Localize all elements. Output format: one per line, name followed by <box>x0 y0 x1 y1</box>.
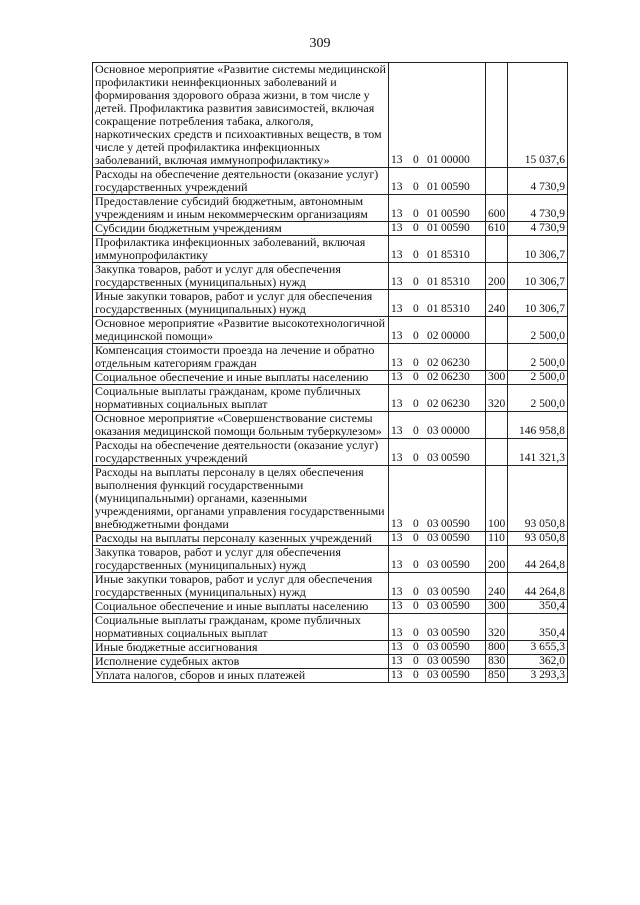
code-part: 85310 <box>441 276 470 288</box>
code-part: 03 <box>427 655 439 667</box>
code-part: 0 <box>413 452 419 464</box>
code-part: 13 <box>391 425 403 437</box>
target-article-code <box>389 222 486 236</box>
expense-type-code <box>486 63 508 168</box>
amount: 44 264,8 <box>508 573 568 600</box>
expense-name: Иные закупки товаров, работ и услуг для обеспечения государственных (муниципальных) нужд <box>93 573 389 600</box>
code-part: 13 <box>391 532 403 544</box>
code-part: 13 <box>391 330 403 342</box>
target-article-code <box>389 532 486 546</box>
code-part: 00590 <box>441 559 470 571</box>
expense-name: Социальные выплаты гражданам, кроме публичных нормативных социальных выплат <box>93 385 389 412</box>
code-part: 0 <box>413 181 419 193</box>
code-part: 02 <box>427 371 439 383</box>
table-row <box>93 439 568 466</box>
expense-type-code: 320 <box>486 614 508 641</box>
code-part: 00590 <box>441 586 470 598</box>
target-article-code <box>389 412 486 439</box>
code-part: 0 <box>413 600 419 612</box>
table-row <box>93 600 568 614</box>
table-row <box>93 222 568 236</box>
amount: 141 321,3 <box>508 439 568 466</box>
target-article-code <box>389 641 486 655</box>
page-number: 309 <box>309 36 331 51</box>
expense-name: Компенсация стоимости проезда на лечение и обратно отдельным категориям граждан <box>93 344 389 371</box>
code-part: 00000 <box>441 154 470 166</box>
target-article-code <box>389 290 486 317</box>
code-part: 02 <box>427 357 439 369</box>
code-part: 03 <box>427 425 439 437</box>
table-row <box>93 466 568 532</box>
code-part: 13 <box>391 371 403 383</box>
table-row <box>93 371 568 385</box>
code-part: 13 <box>391 452 403 464</box>
code-part: 06230 <box>441 371 470 383</box>
expense-name: Предоставление субсидий бюджетным, автономным учреждениям и иным некоммерческим организациям <box>93 195 389 222</box>
code-part: 0 <box>413 222 419 234</box>
table-row <box>93 532 568 546</box>
code-part: 01 <box>427 276 439 288</box>
table-row <box>93 655 568 669</box>
amount: 15 037,6 <box>508 63 568 168</box>
expense-name: Иные закупки товаров, работ и услуг для обеспечения государственных (муниципальных) нужд <box>93 290 389 317</box>
code-part: 85310 <box>441 303 470 315</box>
table-row <box>93 263 568 290</box>
code-part: 03 <box>427 452 439 464</box>
expense-name: Закупка товаров, работ и услуг для обеспечения государственных (муниципальных) нужд <box>93 546 389 573</box>
expense-name: Расходы на выплаты персоналу казенных учреждений <box>93 532 389 546</box>
expense-name: Основное мероприятие «Развитие высокотехнологичной медицинской помощи» <box>93 317 389 344</box>
code-part: 01 <box>427 222 439 234</box>
code-part: 03 <box>427 586 439 598</box>
expense-name: Расходы на обеспечение деятельности (оказание услуг) государственных учреждений <box>93 168 389 195</box>
code-part: 13 <box>391 357 403 369</box>
target-article-code <box>389 573 486 600</box>
code-part: 00000 <box>441 330 470 342</box>
amount: 2 500,0 <box>508 344 568 371</box>
code-part: 0 <box>413 627 419 639</box>
code-part: 13 <box>391 181 403 193</box>
expense-type-code <box>486 236 508 263</box>
expense-name: Закупка товаров, работ и услуг для обеспечения государственных (муниципальных) нужд <box>93 263 389 290</box>
code-part: 00590 <box>441 532 470 544</box>
amount: 93 050,8 <box>508 466 568 532</box>
code-part: 0 <box>413 330 419 342</box>
expense-name: Социальное обеспечение и иные выплаты населению <box>93 600 389 614</box>
code-part: 13 <box>391 641 403 653</box>
code-part: 13 <box>391 559 403 571</box>
target-article-code <box>389 63 486 168</box>
code-part: 06230 <box>441 398 470 410</box>
target-article-code <box>389 669 486 683</box>
table-row <box>93 168 568 195</box>
code-part: 01 <box>427 303 439 315</box>
code-part: 00590 <box>441 518 470 530</box>
code-part: 01 <box>427 181 439 193</box>
table-row <box>93 385 568 412</box>
code-part: 13 <box>391 398 403 410</box>
target-article-code <box>389 168 486 195</box>
code-part: 13 <box>391 303 403 315</box>
expense-type-code <box>486 344 508 371</box>
expense-name: Основное мероприятие «Развитие системы медицинской профилактики неинфекционных заболеваний и формирования здорового образа жизни, в том числе у детей. Профилактика развития зависимостей, включая сокращение потребления табака, алкоголя, наркотических средств и психоактивных веществ, в том числе у детей профилактика инфекционных заболеваний, включая иммунопрофилактику» <box>93 63 389 168</box>
table-row <box>93 546 568 573</box>
table-row <box>93 344 568 371</box>
target-article-code <box>389 385 486 412</box>
code-part: 0 <box>413 154 419 166</box>
code-part: 13 <box>391 222 403 234</box>
amount: 146 958,8 <box>508 412 568 439</box>
code-part: 03 <box>427 600 439 612</box>
code-part: 13 <box>391 518 403 530</box>
code-part: 13 <box>391 586 403 598</box>
target-article-code <box>389 439 486 466</box>
code-part: 00590 <box>441 222 470 234</box>
expense-type-code: 800 <box>486 641 508 655</box>
table-row <box>93 236 568 263</box>
code-part: 0 <box>413 357 419 369</box>
table-row <box>93 290 568 317</box>
expense-type-code <box>486 168 508 195</box>
budget-table <box>92 62 568 683</box>
code-part: 0 <box>413 669 419 681</box>
expense-type-code: 300 <box>486 600 508 614</box>
expense-type-code: 320 <box>486 385 508 412</box>
code-part: 01 <box>427 154 439 166</box>
target-article-code <box>389 600 486 614</box>
amount: 44 264,8 <box>508 546 568 573</box>
table-row <box>93 63 568 168</box>
expense-type-code: 110 <box>486 532 508 546</box>
code-part: 0 <box>413 208 419 220</box>
expense-type-code: 850 <box>486 669 508 683</box>
expense-type-code: 200 <box>486 263 508 290</box>
amount: 93 050,8 <box>508 532 568 546</box>
code-part: 0 <box>413 518 419 530</box>
code-part: 0 <box>413 641 419 653</box>
code-part: 03 <box>427 518 439 530</box>
code-part: 13 <box>391 154 403 166</box>
code-part: 00590 <box>441 452 470 464</box>
code-part: 0 <box>413 303 419 315</box>
amount: 4 730,9 <box>508 222 568 236</box>
expense-name: Социальные выплаты гражданам, кроме публичных нормативных социальных выплат <box>93 614 389 641</box>
code-part: 06230 <box>441 357 470 369</box>
code-part: 13 <box>391 276 403 288</box>
code-part: 13 <box>391 627 403 639</box>
code-part: 0 <box>413 586 419 598</box>
table-row <box>93 573 568 600</box>
code-part: 00590 <box>441 655 470 667</box>
code-part: 0 <box>413 655 419 667</box>
code-part: 13 <box>391 208 403 220</box>
code-part: 00590 <box>441 208 470 220</box>
amount: 10 306,7 <box>508 263 568 290</box>
code-part: 13 <box>391 249 403 261</box>
expense-type-code: 100 <box>486 466 508 532</box>
code-part: 00590 <box>441 669 470 681</box>
expense-type-code: 240 <box>486 290 508 317</box>
amount: 2 500,0 <box>508 385 568 412</box>
code-part: 0 <box>413 532 419 544</box>
code-part: 0 <box>413 425 419 437</box>
code-part: 0 <box>413 371 419 383</box>
code-part: 02 <box>427 398 439 410</box>
code-part: 02 <box>427 330 439 342</box>
target-article-code <box>389 371 486 385</box>
code-part: 13 <box>391 655 403 667</box>
expense-name: Расходы на выплаты персоналу в целях обеспечения выполнения функций государственными (муниципальными) органами, казенными учреждениями, органами управления государственными внебюджетными фондами <box>93 466 389 532</box>
expense-type-code: 610 <box>486 222 508 236</box>
table-row <box>93 412 568 439</box>
code-part: 03 <box>427 627 439 639</box>
target-article-code <box>389 466 486 532</box>
table-row <box>93 195 568 222</box>
target-article-code <box>389 614 486 641</box>
expense-type-code: 300 <box>486 371 508 385</box>
table-row <box>93 317 568 344</box>
expense-type-code: 830 <box>486 655 508 669</box>
budget-table-body <box>93 63 568 683</box>
amount: 4 730,9 <box>508 168 568 195</box>
table-row <box>93 614 568 641</box>
expense-name: Уплата налогов, сборов и иных платежей <box>93 669 389 683</box>
target-article-code <box>389 317 486 344</box>
code-part: 00590 <box>441 641 470 653</box>
table-row <box>93 669 568 683</box>
target-article-code <box>389 546 486 573</box>
code-part: 00590 <box>441 627 470 639</box>
code-part: 01 <box>427 208 439 220</box>
code-part: 85310 <box>441 249 470 261</box>
expense-name: Профилактика инфекционных заболеваний, включая иммунопрофилактику <box>93 236 389 263</box>
code-part: 03 <box>427 669 439 681</box>
expense-type-code: 240 <box>486 573 508 600</box>
code-part: 13 <box>391 669 403 681</box>
amount: 2 500,0 <box>508 317 568 344</box>
expense-name: Иные бюджетные ассигнования <box>93 641 389 655</box>
code-part: 03 <box>427 641 439 653</box>
amount: 10 306,7 <box>508 290 568 317</box>
amount: 2 500,0 <box>508 371 568 385</box>
expense-type-code <box>486 317 508 344</box>
expense-name: Социальное обеспечение и иные выплаты населению <box>93 371 389 385</box>
code-part: 03 <box>427 532 439 544</box>
code-part: 00590 <box>441 181 470 193</box>
expense-name: Субсидии бюджетным учреждениям <box>93 222 389 236</box>
code-part: 0 <box>413 559 419 571</box>
amount: 3 293,3 <box>508 669 568 683</box>
target-article-code <box>389 263 486 290</box>
code-part: 00000 <box>441 425 470 437</box>
code-part: 0 <box>413 276 419 288</box>
expense-name: Расходы на обеспечение деятельности (оказание услуг) государственных учреждений <box>93 439 389 466</box>
code-part: 01 <box>427 249 439 261</box>
expense-type-code <box>486 439 508 466</box>
amount: 4 730,9 <box>508 195 568 222</box>
code-part: 00590 <box>441 600 470 612</box>
code-part: 0 <box>413 249 419 261</box>
expense-type-code <box>486 412 508 439</box>
table-row <box>93 641 568 655</box>
expense-name: Основное мероприятие «Совершенствование системы оказания медицинской помощи больным туберкулезом» <box>93 412 389 439</box>
amount: 350,4 <box>508 600 568 614</box>
amount: 350,4 <box>508 614 568 641</box>
code-part: 0 <box>413 398 419 410</box>
target-article-code <box>389 655 486 669</box>
code-part: 03 <box>427 559 439 571</box>
expense-type-code: 600 <box>486 195 508 222</box>
amount: 10 306,7 <box>508 236 568 263</box>
target-article-code <box>389 344 486 371</box>
target-article-code <box>389 236 486 263</box>
expense-type-code: 200 <box>486 546 508 573</box>
expense-name: Исполнение судебных актов <box>93 655 389 669</box>
target-article-code <box>389 195 486 222</box>
amount: 362,0 <box>508 655 568 669</box>
code-part: 13 <box>391 600 403 612</box>
amount: 3 655,3 <box>508 641 568 655</box>
